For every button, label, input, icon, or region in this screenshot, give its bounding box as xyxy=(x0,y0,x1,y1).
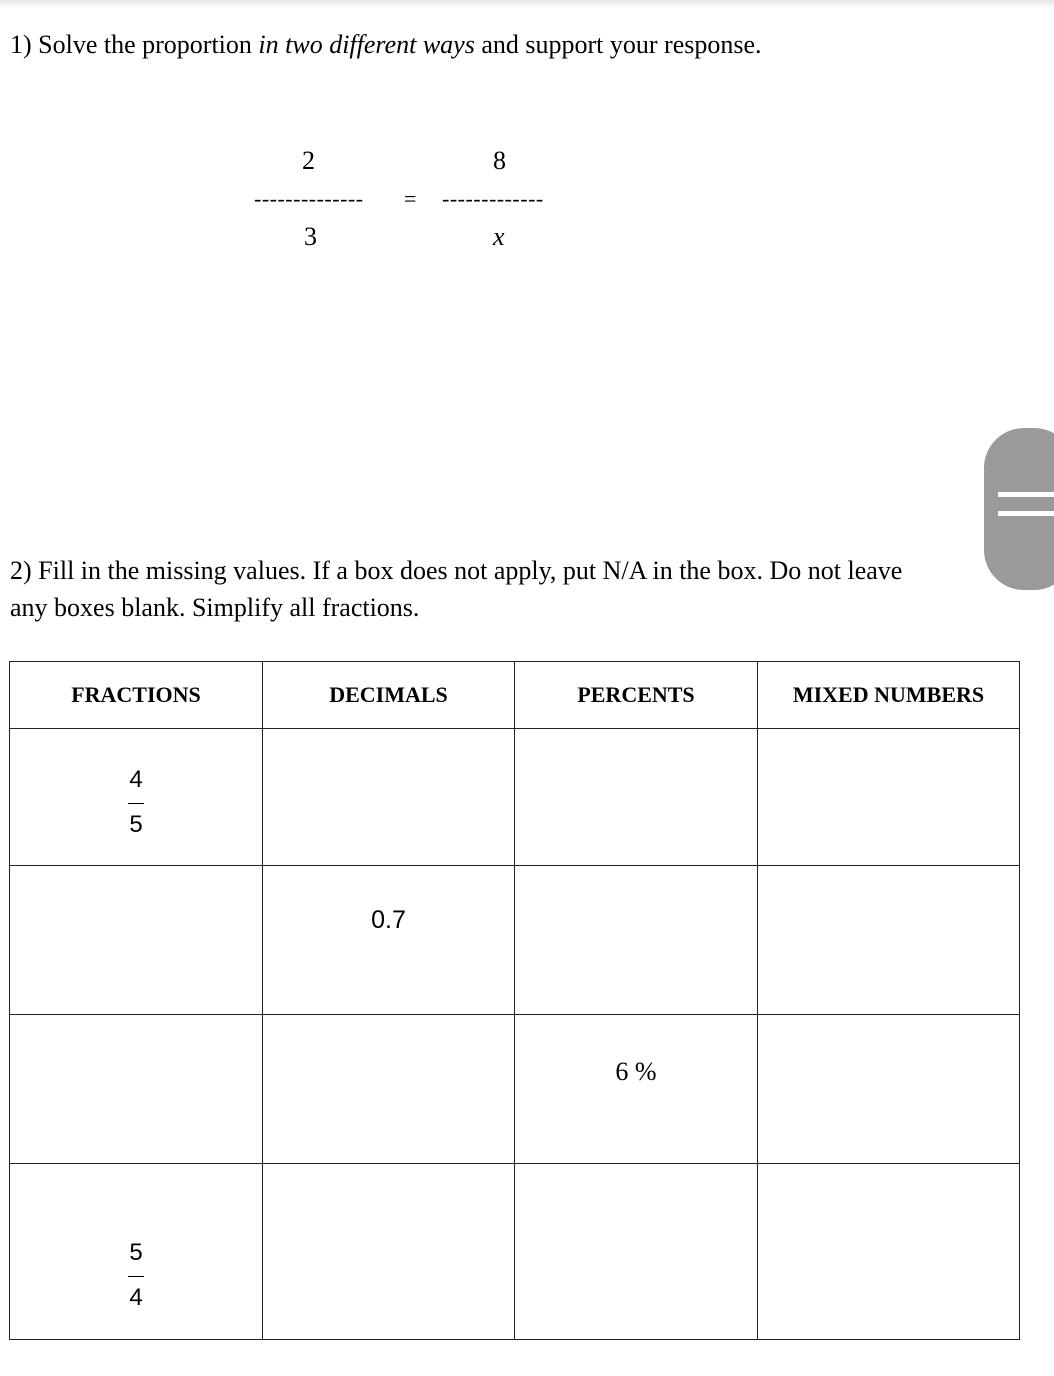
conversion-table xyxy=(9,661,1020,1340)
header-mixed-numbers: MIXED NUMBERS xyxy=(758,662,1020,729)
table-row xyxy=(10,1015,1020,1164)
right-fraction-bar: ------------- xyxy=(442,186,544,211)
q1-suffix: and support your response. xyxy=(474,30,762,59)
stacked-fraction xyxy=(128,1240,144,1311)
decimal-cell[interactable] xyxy=(263,729,515,866)
table-header-row xyxy=(10,662,1020,729)
q1-prefix: 1) Solve the proportion xyxy=(10,30,259,59)
percent-cell[interactable] xyxy=(515,866,758,1015)
table-row xyxy=(10,866,1020,1015)
fraction-cell[interactable] xyxy=(10,1164,263,1340)
header-fractions: FRACTIONS xyxy=(10,662,263,729)
mixed-number-cell[interactable] xyxy=(758,1164,1020,1340)
decimal-cell[interactable] xyxy=(263,1015,515,1164)
table-row xyxy=(10,729,1020,866)
handle-grip-line xyxy=(998,511,1054,516)
right-denominator: x xyxy=(493,222,505,251)
mixed-number-cell[interactable] xyxy=(758,1015,1020,1164)
fraction-denominator: 4 xyxy=(129,1284,143,1311)
q1-emphasis: in two different ways xyxy=(258,30,475,59)
left-numerator: 2 xyxy=(302,146,315,175)
decimal-cell[interactable] xyxy=(263,866,515,1015)
fraction-denominator: 5 xyxy=(129,811,143,838)
fraction-cell[interactable] xyxy=(10,866,263,1015)
right-numerator: 8 xyxy=(493,146,506,175)
fraction-cell[interactable] xyxy=(10,1015,263,1164)
percent-value: 6 % xyxy=(615,1057,657,1086)
decimal-value: 0.7 xyxy=(371,906,406,934)
fraction-numerator: 5 xyxy=(129,1239,143,1266)
stacked-fraction xyxy=(128,767,144,838)
fraction-bar xyxy=(128,1276,144,1277)
question-1-prompt xyxy=(10,30,762,60)
question-2-prompt: 2) Fill in the missing values. If a box does not apply, put N/A in the box. Do not leave any boxes blank. Simplify all fractions. xyxy=(10,556,903,622)
mixed-number-cell[interactable] xyxy=(758,729,1020,866)
left-denominator: 3 xyxy=(304,222,317,251)
left-fraction-bar: -------------- xyxy=(254,186,364,211)
percent-cell[interactable] xyxy=(515,729,758,866)
fraction-numerator: 4 xyxy=(129,766,143,793)
top-edge-shadow xyxy=(0,0,1054,8)
decimal-cell[interactable] xyxy=(263,1164,515,1340)
fraction-bar xyxy=(128,803,144,804)
table-row xyxy=(10,1164,1020,1340)
fraction-cell[interactable] xyxy=(10,729,263,866)
handle-grip-line xyxy=(998,492,1054,497)
side-drag-handle[interactable] xyxy=(984,428,1054,590)
header-decimals: DECIMALS xyxy=(263,662,515,729)
mixed-number-cell[interactable] xyxy=(758,866,1020,1015)
percent-cell[interactable] xyxy=(515,1015,758,1164)
header-percents: PERCENTS xyxy=(515,662,758,729)
equals-sign: = xyxy=(404,186,417,211)
percent-cell[interactable] xyxy=(515,1164,758,1340)
